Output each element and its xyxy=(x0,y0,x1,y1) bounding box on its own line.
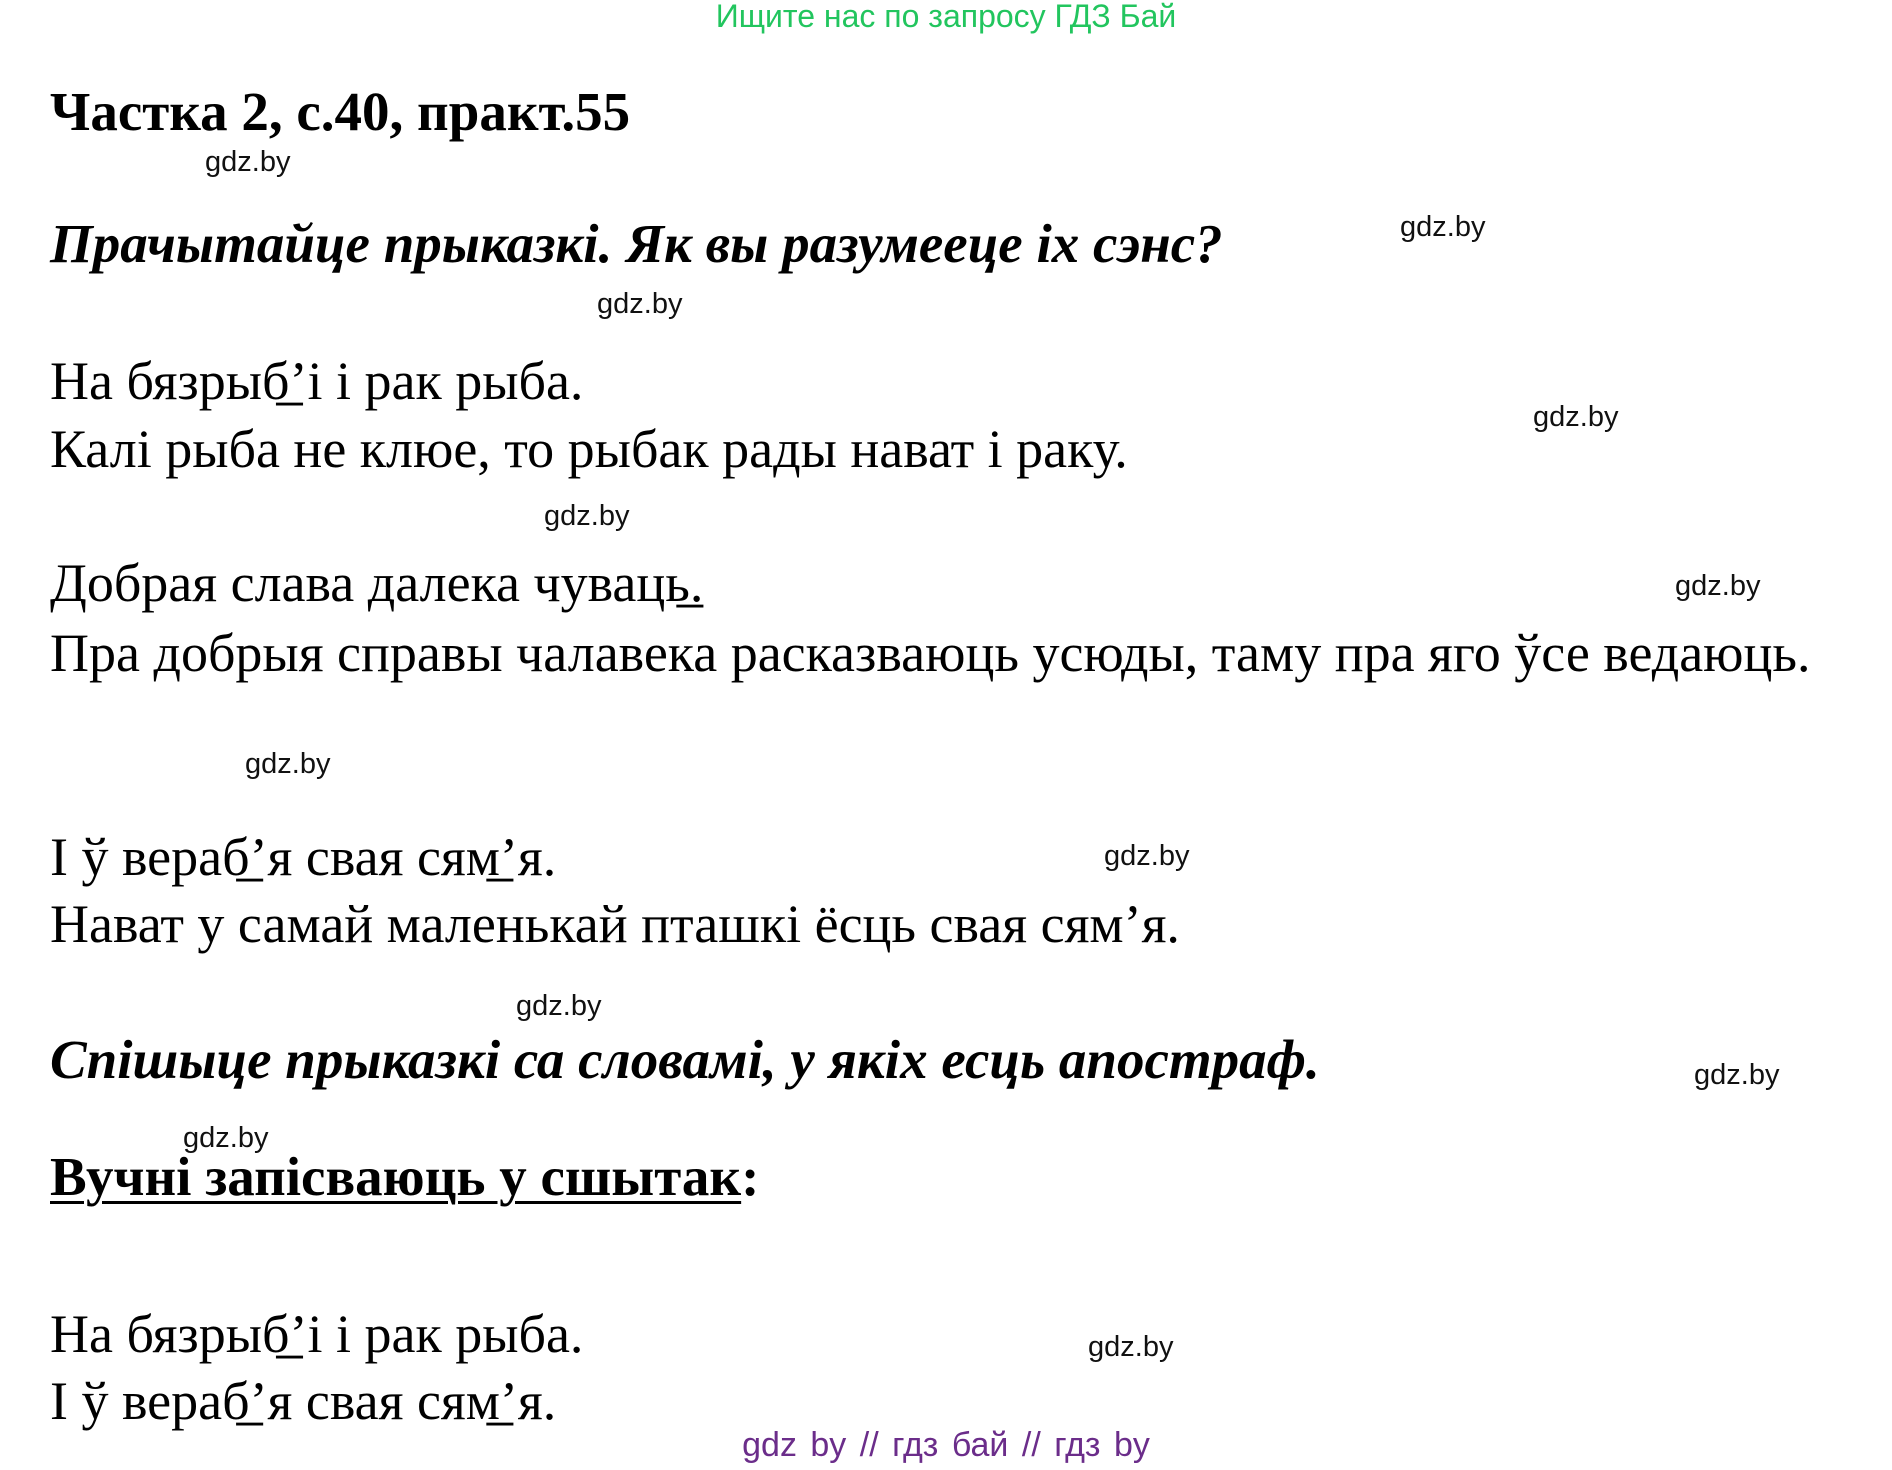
watermark: gdz.by xyxy=(1088,1331,1174,1363)
proverb-2-meaning: Пра добрыя справы чалавека расказваюць усюды, таму пра яго ўсе ведаюць. xyxy=(50,623,1811,683)
proverb-3: І ў вераб̲’я свая сям̲’я. xyxy=(50,827,557,887)
watermark: gdz.by xyxy=(245,748,331,780)
watermark: gdz.by xyxy=(1104,840,1190,872)
top-banner: Ищите нас по запросу ГДЗ Бай xyxy=(715,0,1177,34)
page-title: Частка 2, с.40, практ.55 xyxy=(50,81,631,142)
proverb-1: На бязрыб̲’і і рак рыба. xyxy=(50,351,584,411)
bottom-banner: gdz by // гдз бай // гдз by xyxy=(742,1426,1150,1464)
task-instruction-read: Прачытайце прыказкі. Як вы разумееце іх сэнс? xyxy=(50,213,1223,274)
notebook-heading xyxy=(50,1145,759,1208)
watermark: gdz.by xyxy=(544,500,630,532)
proverb-3-meaning: Нават у самай маленькай пташкі ёсць свая сям’я. xyxy=(50,894,1180,954)
watermark: gdz.by xyxy=(205,146,291,178)
watermark: gdz.by xyxy=(1400,211,1486,243)
notebook-line-1: На бязрыб̲’і і рак рыба. xyxy=(50,1304,584,1364)
notebook-heading-text: Вучні запісваюць у сшытак xyxy=(50,1146,742,1207)
watermark: gdz.by xyxy=(516,990,602,1022)
notebook-heading-colon: : xyxy=(741,1146,760,1207)
watermark: gdz.by xyxy=(1533,401,1619,433)
watermark: gdz.by xyxy=(183,1122,269,1154)
proverb-2: Добрая слава далека чуваць̲. xyxy=(50,553,704,613)
task-instruction-copy: Спішыце прыказкі са словамі, у якіх есць апостраф. xyxy=(50,1029,1320,1090)
notebook-line-2: І ў вераб̲’я свая сям̲’я. xyxy=(50,1371,557,1431)
watermark: gdz.by xyxy=(1694,1059,1780,1091)
watermark: gdz.by xyxy=(597,288,683,320)
watermark: gdz.by xyxy=(1675,570,1761,602)
proverb-1-meaning: Калі рыба не клюе, то рыбак рады нават і раку. xyxy=(50,419,1128,479)
